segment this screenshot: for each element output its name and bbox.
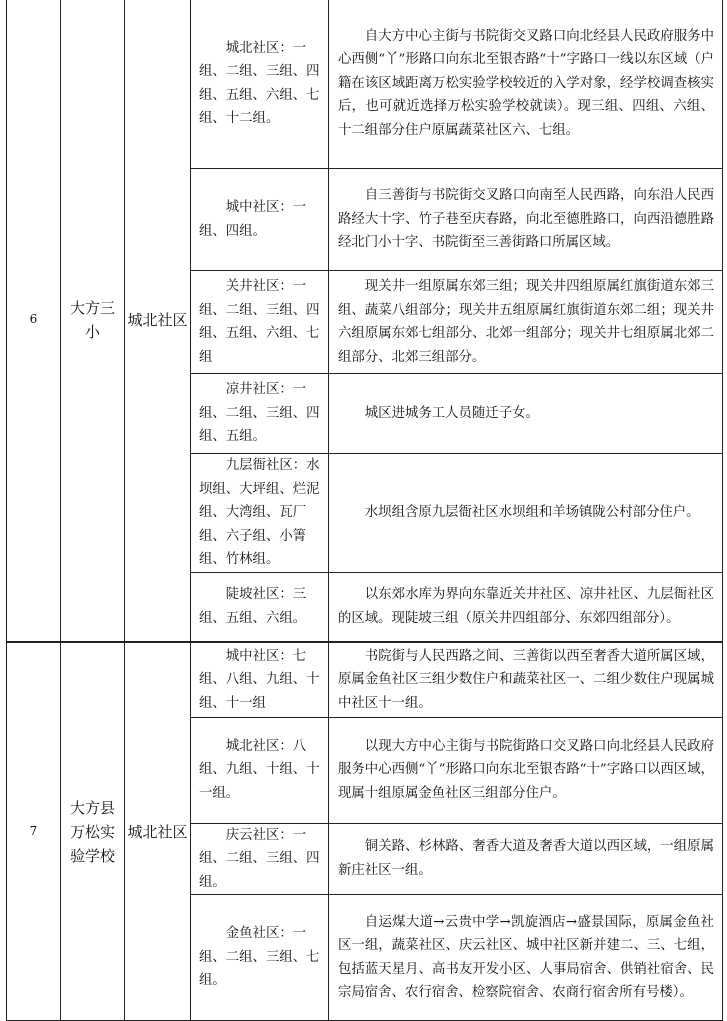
area-description-cell: 水坝组含原九层衙社区水坝组和羊场镇陇公村部分住户。 (329, 454, 723, 573)
sub-community-cell: 陡坡社区：三组、五组、六组。 (191, 572, 329, 642)
sub-community-cell: 城中社区：一组、四组。 (191, 169, 329, 271)
sub-community-cell: 凉井社区：一组、二组、三组、四组、五组。 (191, 374, 329, 454)
row-number: 7 (7, 642, 61, 1021)
area-description-cell: 现关井一组原属东郊三组；现关井四组原属红旗街道东郊三组、蔬菜八组部分；现关井五组原属红旗街道东郊二组；现关井六组原属东郊七组部分、北郊一组部分；现关井七组原属北郊二组部分、北郊三组部分。 (329, 271, 723, 374)
sub-community-cell: 金鱼社区：一组、二组、三组、七组。 (191, 895, 329, 1021)
area-description-cell: 以现大方中心主街与书院街路口交叉路口向北经县人民政府服务中心西侧“丫”形路口向东北至银杏路“十”字路口以西区域，现属十组原属金鱼社区三组部分住户。 (329, 717, 723, 823)
sub-community-cell: 城北社区：一组、二组、三组、四组、五组、六组、七组、十二组。 (191, 0, 329, 169)
enrollment-zone-table (6, 0, 723, 1021)
area-description-cell: 自三善街与书院街交叉路口向南至人民西路，向东沿人民西路经大十字、竹子巷至庆春路，向北至德胜路口，向西沿德胜路经北门小十字、书院街至三善街路口所属区域。 (329, 169, 723, 271)
school-name: 大方三小 (61, 0, 125, 642)
area-description-cell: 以东郊水库为界向东靠近关井社区、凉井社区、九层衙社区的区域。现陡坡三组（原关井四组部分、东郊四组部分）。 (329, 572, 723, 642)
area-description-cell: 铜关路、杉林路、奢香大道及奢香大道以西区域，一组原属新庄社区一组。 (329, 823, 723, 895)
school-name: 大方县万松实验学校 (61, 642, 125, 1021)
sub-community-cell: 城中社区：七组、八组、九组、十组、十一组 (191, 642, 329, 717)
area-description-cell: 书院街与人民西路之间、三善街以西至奢香大道所属区域，原属金鱼社区三组少数住户和蔬菜社区一、二组少数住户现属城中社区十一组。 (329, 642, 723, 717)
row-number: 6 (7, 0, 61, 642)
table-row (7, 642, 723, 717)
sub-community-cell: 城北社区：八组、九组、十组、十一组。 (191, 717, 329, 823)
sub-community-cell: 关井社区：一组、二组、三组、四组、五组、六组、七组 (191, 271, 329, 374)
sub-community-cell: 庆云社区：一组、二组、三组、四组。 (191, 823, 329, 895)
area-description-cell: 自运煤大道→云贵中学→凯旋酒店→盛景国际，原属金鱼社区一组，蔬菜社区、庆云社区、城中社区新并建二、三、七组，包括蓝天星月、高书友开发小区、人事局宿舍、供销社宿舍、民宗局宿舍、农行宿舍、检察院宿舍、农商行宿舍所有号楼）。 (329, 895, 723, 1021)
table-row (7, 0, 723, 169)
area-description-cell: 城区进城务工人员随迁子女。 (329, 374, 723, 454)
community-name: 城北社区 (125, 0, 191, 642)
area-description-cell: 自大方中心主街与书院街交叉路口向北经县人民政府服务中心西侧“丫”形路口向东北至银杏路“十”字路口一线以东区域（户籍在该区域距离万松实验学校较近的入学对象，经学校调查核实后，也可就近选择万松实验学校就读）。现三组、四组、六组、十二组部分住户原属蔬菜社区六、七组。 (329, 0, 723, 169)
sub-community-cell: 九层衙社区：水坝组、大坪组、烂泥组、大湾组、瓦厂组、六子组、小箐组、竹林组。 (191, 454, 329, 573)
community-name: 城北社区 (125, 642, 191, 1021)
